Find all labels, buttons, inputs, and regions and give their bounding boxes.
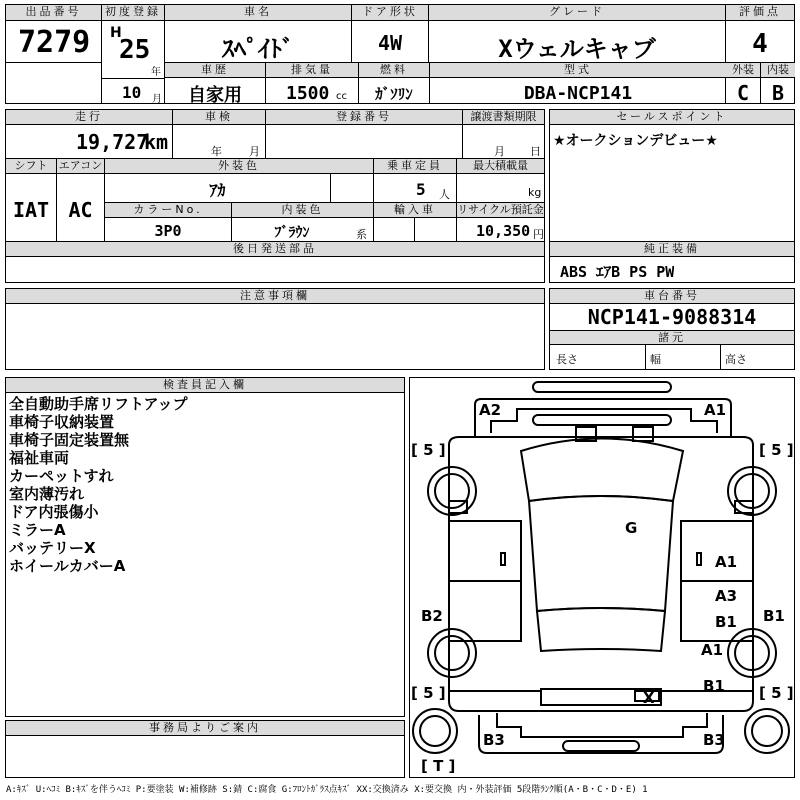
color-no-value: 3P0 [154, 222, 182, 240]
later-parts-label: 後日発送部品 [6, 242, 544, 257]
model-label: 型式 [430, 63, 726, 78]
exterior-grade: C [736, 81, 750, 105]
mileage-value: 19,727 [76, 130, 149, 154]
recycle-value: 10,350 [476, 222, 531, 240]
inspector-note: ドア内張傷小 [9, 503, 99, 521]
history-label: 車歴 [165, 63, 265, 78]
car-name: ｽﾍﾟｲﾄﾞ [222, 35, 294, 63]
capacity-label: 乗車定員 [374, 159, 456, 174]
spare-tire-inner [420, 716, 450, 746]
mark-b3-left: B3 [483, 731, 505, 749]
inspection-label: 車検 [173, 110, 265, 125]
car-diagram [410, 378, 794, 777]
interior-label: 内装 [761, 63, 795, 78]
sales-point-value: ★オークションデビュー★ [553, 133, 718, 149]
inspector-note: カーペットすれ [9, 467, 114, 485]
shift-label: シフト [6, 159, 56, 174]
door-label: ドア形状 [352, 5, 428, 21]
front-door-right [681, 521, 753, 581]
mark-a1-door: A1 [715, 553, 738, 571]
mark-five-tl: [ 5 ] [411, 441, 446, 459]
int-color-value: ﾌﾞﾗｳﾝ [274, 225, 310, 241]
front-bumper-top [533, 382, 671, 392]
height-label: 高さ [725, 353, 747, 366]
inspector-note: 全自動助手席リフトアップ [9, 395, 188, 413]
color-no-label: カラーNo. [105, 203, 231, 218]
reg-divider [102, 78, 164, 79]
chassis-label: 車台番号 [550, 289, 794, 304]
int-color-unit: 系 [356, 228, 367, 241]
inspector-note: ミラーA [9, 521, 66, 539]
notes-box [5, 288, 545, 370]
lot-divider [6, 62, 101, 63]
score-value: 4 [752, 29, 768, 59]
rear-lip [563, 741, 639, 751]
recycle-unit: 円 [533, 228, 544, 241]
inspection-month-unit: 月 [249, 145, 260, 158]
col-divider [414, 218, 415, 241]
inspector-note: 車椅子固定装置無 [9, 431, 130, 449]
fuel-value: ｶﾞｿﾘﾝ [375, 85, 413, 103]
mark-b1-right: B1 [763, 607, 785, 625]
mark-a2-front-left: A2 [479, 401, 502, 419]
col-divider [330, 174, 331, 202]
import-label: 輸入車 [374, 203, 456, 218]
mark-five-bl: [ 5 ] [411, 684, 446, 702]
notes-label: 注意事項欄 [6, 289, 544, 304]
roof [529, 496, 673, 611]
front-lip [533, 415, 671, 425]
ac-label: エアコン [58, 159, 103, 172]
rear-bumper [479, 715, 723, 753]
windshield [521, 439, 683, 502]
capacity-value: 5 [416, 180, 426, 199]
era: H [110, 25, 122, 41]
inspector-note: 福祉車両 [9, 449, 70, 467]
front-door-left [449, 521, 521, 581]
header-block [5, 4, 795, 104]
washer-right [633, 427, 653, 441]
mark-t-bottom: [ T ] [421, 757, 456, 775]
lot-number: 7279 [18, 25, 91, 60]
capacity-unit: 人 [439, 188, 450, 201]
rear-bumper-inner [497, 713, 707, 737]
first-reg-label: 初度登録 [102, 5, 164, 21]
exterior-label: 外装 [726, 63, 760, 78]
reg-year: 25 [119, 35, 151, 65]
chassis-number: NCP141-9088314 [587, 305, 757, 329]
month-unit: 月 [152, 94, 162, 105]
sales-point-label: セールスポイント [550, 110, 794, 125]
mileage-label: 走行 [6, 110, 172, 125]
rear-window [537, 608, 665, 651]
equipment-label: 純正装備 [550, 242, 794, 257]
handle-left-front [501, 553, 505, 565]
reg-month: 10 [122, 83, 142, 102]
year-unit: 年 [151, 67, 161, 78]
inspector-note: 車椅子収納装置 [9, 413, 115, 431]
mileage-unit: km [144, 130, 169, 154]
mark-b2-left: B2 [421, 607, 443, 625]
displacement-unit: cc [336, 91, 347, 102]
handle-right-front [697, 553, 701, 565]
recycle-label: リサイクル預託金 [457, 203, 544, 216]
history-value: 自家用 [188, 85, 242, 106]
mark-a3-door: A3 [715, 587, 738, 605]
inspector-note: バッテリーX [9, 539, 96, 557]
transfer-month-unit: 月 [494, 145, 505, 158]
door-value: 4W [377, 31, 403, 55]
interior-grade: B [771, 81, 785, 105]
ext-color-label: 外装色 [105, 159, 373, 174]
vehicle-details [5, 109, 545, 283]
displacement-label: 排気量 [266, 63, 358, 78]
inspector-note: 室内薄汚れ [9, 485, 85, 503]
transfer-day-unit: 日 [530, 145, 541, 158]
ext-color-value: ｱｶ [209, 181, 226, 200]
equipment-value: ABS ｴｱB PS PW [560, 263, 675, 281]
mark-b3-right: B3 [703, 731, 725, 749]
col-divider [720, 345, 721, 369]
inspector-box [5, 377, 405, 717]
car-name-label: 車名 [165, 5, 351, 21]
model-value: DBA-NCP141 [523, 83, 633, 104]
mark-b1-rear: B1 [703, 677, 725, 695]
wheel-front-left-inner [435, 474, 469, 508]
grade-label: グレード [429, 5, 725, 21]
inspection-year-unit: 年 [211, 145, 222, 158]
legend-text: A:ｷｽﾞ U:ﾍｺﾐ B:ｷｽﾞを伴うﾍｺﾐ P:要塗装 W:補修跡 S:錆 C:腐食 G:ﾌﾛﾝﾄｶﾞﾗｽ点ｷｽﾞ XX:交換済み X:要交換 内・外装評価 5段階ﾗﾝｸ順(A・B・C・D・E) 1 [6, 785, 648, 795]
load-unit: kg [528, 186, 542, 199]
grille [491, 409, 717, 433]
mark-five-br: [ 5 ] [759, 684, 794, 702]
grade-value: Xウェルキャブ [498, 35, 656, 63]
displacement-value: 1500 [286, 83, 330, 104]
regno-label: 登録番号 [266, 110, 462, 125]
load-label: 最大積載量 [457, 159, 544, 174]
shift-value: IAT [12, 198, 50, 222]
body-outline [449, 437, 753, 711]
length-label: 長さ [556, 353, 578, 366]
mark-b1-door: B1 [715, 613, 737, 631]
score-label: 評価点 [726, 5, 794, 21]
inspector-note: ホイールカバーA [9, 557, 126, 575]
mark-five-tr: [ 5 ] [759, 441, 794, 459]
front-bumper [475, 399, 731, 437]
spare-tire-right-inner [752, 716, 782, 746]
lot-label: 出品番号 [6, 5, 101, 21]
inspector-notes [9, 395, 188, 575]
chassis-box [549, 288, 795, 370]
mark-g-roof: G [625, 519, 638, 537]
office-label: 事務局よりご案内 [6, 721, 404, 736]
rear-door-left [449, 581, 521, 641]
mark-a1-front-right: A1 [704, 401, 727, 419]
fuel-label: 燃料 [359, 63, 429, 78]
ac-value: AC [68, 198, 93, 222]
damage-diagram-box [409, 377, 795, 778]
transfer-label: 譲渡書類期限 [463, 110, 544, 125]
sales-point-box [549, 109, 795, 283]
specs-label: 諸元 [550, 331, 794, 345]
office-box [5, 720, 405, 778]
col-divider [645, 345, 646, 369]
inspector-label: 検査員記入欄 [6, 378, 404, 393]
mark-a1-rear: A1 [701, 641, 724, 659]
int-color-label: 内装色 [232, 203, 373, 218]
mark-x-rear: X [643, 689, 655, 707]
width-label: 幅 [650, 353, 661, 366]
